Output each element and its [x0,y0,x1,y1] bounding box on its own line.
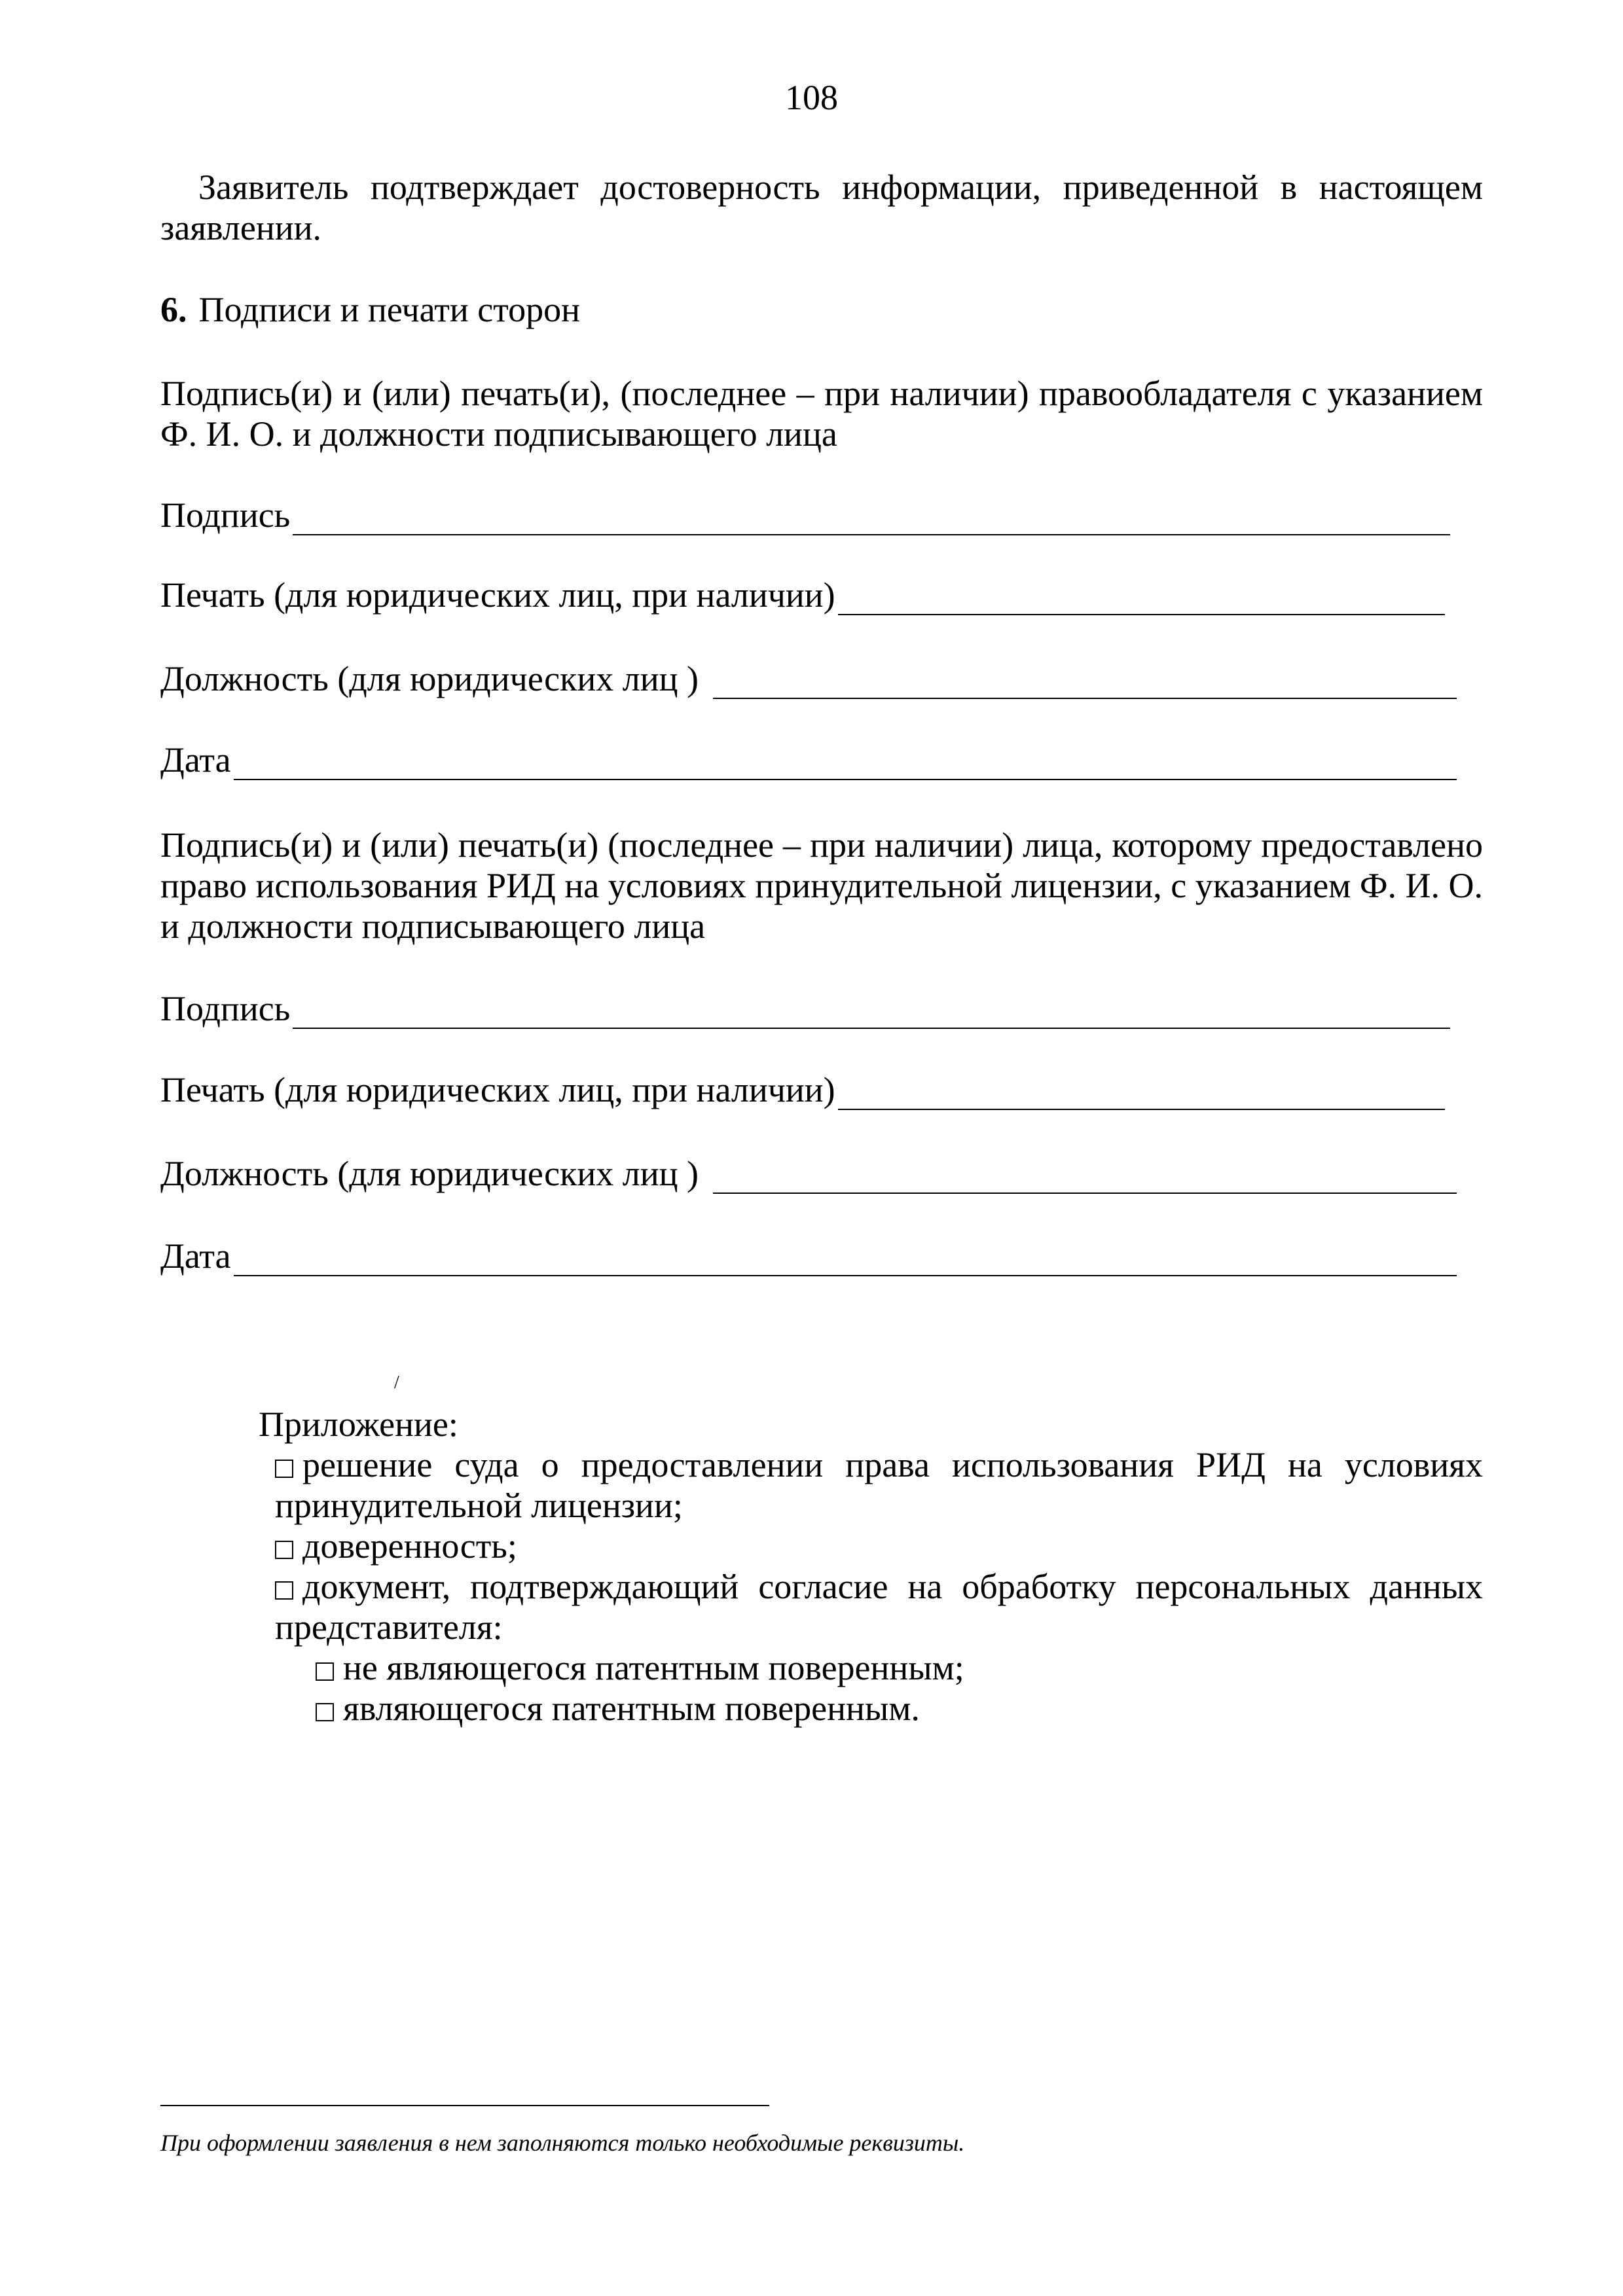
licensee-position-line[interactable] [713,1160,1457,1194]
licensee-seal-field[interactable] [160,1069,1445,1110]
rightholder-seal-label: Печать (для юридических лиц, при наличии) [160,575,835,615]
checkbox-court-decision[interactable] [275,1460,293,1478]
annex-subitem-not-patent-attorney[interactable] [259,1647,1483,1688]
rightholder-position-label: Должность (для юридических лиц ) [160,659,699,698]
annex-item-consent-document[interactable] [259,1566,1483,1647]
licensee-seal-label: Печать (для юридических лиц, при наличии) [160,1070,835,1109]
footnote: При оформлении заявления в нем заполняются только необходимые реквизиты. [160,2130,965,2156]
licensee-signature-line[interactable] [293,995,1450,1029]
rightholder-signature-label: Подпись [160,495,291,535]
intro-text: Заявитель подтверждает достоверность информации, приведенной в настоящем заявлении. [160,168,1483,247]
licensee-position-field[interactable] [160,1153,1457,1194]
section-number: 6. [160,290,187,329]
annex-subitem-label: являющегося патентным поверенным. [343,1689,920,1728]
page-number: 108 [785,78,838,117]
licensee-date-label: Дата [160,1236,231,1276]
licensee-seal-line[interactable] [838,1076,1445,1110]
rightholder-position-line[interactable] [713,665,1457,699]
checkbox-power-of-attorney[interactable] [275,1541,293,1559]
checkbox-consent-document[interactable] [275,1581,293,1600]
section-heading [160,289,580,330]
rightholder-caption: Подпись(и) и (или) печать(и), (последнее – при наличии) правообладателя с указанием Ф. И. О. и должности подписывающего лица [160,374,1483,454]
licensee-date-line[interactable] [234,1242,1457,1276]
annex-item-power-of-attorney[interactable] [259,1526,1483,1566]
stray-mark: / [394,1372,399,1393]
licensee-signature-field[interactable] [160,988,1450,1029]
rightholder-date-line[interactable] [234,746,1457,780]
footnote-separator [160,2105,769,2106]
annex-block [259,1404,1483,1729]
annex-item-label: документ, подтверждающий согласие на обработку персональных данных представителя: [275,1567,1483,1647]
annex-item-court-decision[interactable] [259,1444,1483,1526]
rightholder-seal-field[interactable] [160,575,1445,615]
annex-subitem-label: не являющегося патентным поверенным; [343,1648,964,1687]
licensee-caption: Подпись(и) и (или) печать(и) (последнее – при наличии) лица, которому предоставлено право использования РИД на условиях принудительной лицензии, с указанием Ф. И. О. и должности подписывающего лица [160,825,1483,946]
checkbox-not-patent-attorney[interactable] [316,1662,334,1681]
annex-subitem-patent-attorney[interactable] [259,1688,1483,1729]
licensee-date-field[interactable] [160,1236,1457,1276]
annex-title: Приложение: [259,1405,458,1444]
checkbox-patent-attorney[interactable] [316,1703,334,1721]
rightholder-signature-line[interactable] [293,501,1450,535]
rightholder-signature-field[interactable] [160,495,1450,535]
licensee-signature-label: Подпись [160,989,291,1028]
rightholder-seal-line[interactable] [838,581,1445,615]
annex-item-label: решение суда о предоставлении права использования РИД на условиях принудительной лицензии; [275,1445,1483,1525]
section-title: Подписи и печати сторон [198,290,580,329]
rightholder-date-field[interactable] [160,740,1457,780]
rightholder-position-field[interactable] [160,658,1457,699]
annex-item-label: доверенность; [302,1526,517,1566]
intro-paragraph [160,167,1483,248]
licensee-position-label: Должность (для юридических лиц ) [160,1154,699,1193]
rightholder-date-label: Дата [160,740,231,780]
